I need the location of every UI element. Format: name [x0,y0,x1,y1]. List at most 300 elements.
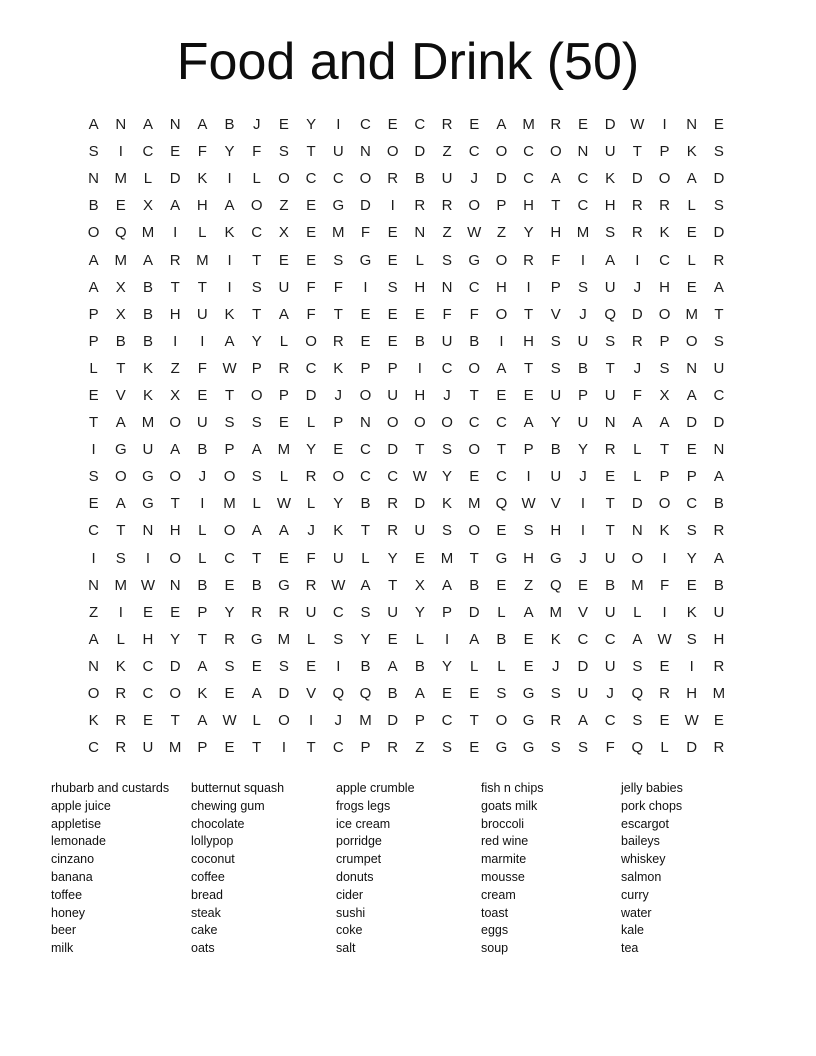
grid-cell[interactable]: S [496,685,507,703]
grid-cell[interactable]: N [88,576,100,594]
grid-cell[interactable]: D [387,441,399,459]
grid-cell[interactable]: A [686,386,697,404]
grid-cell[interactable]: E [659,657,670,675]
grid-cell[interactable]: O [332,468,345,486]
grid-cell[interactable]: B [605,576,616,594]
grid-cell[interactable]: N [631,522,643,540]
grid-cell[interactable]: S [632,712,643,730]
grid-cell[interactable]: G [468,251,481,269]
grid-cell[interactable]: B [414,657,425,675]
grid-cell[interactable]: B [142,305,153,323]
grid-cell[interactable]: D [577,657,589,675]
grid-cell[interactable]: Y [686,549,697,567]
grid-cell[interactable]: H [550,224,562,242]
grid-cell[interactable]: O [169,414,181,432]
grid-cell[interactable]: E [414,549,425,567]
grid-cell[interactable]: B [414,170,425,188]
grid-cell[interactable]: Y [577,441,588,459]
grid-cell[interactable]: R [332,332,344,350]
grid-cell[interactable]: I [336,657,341,675]
grid-cell[interactable]: I [580,251,586,269]
grid-cell[interactable]: S [550,739,561,757]
grid-cell[interactable]: H [414,278,426,296]
grid-cell[interactable]: I [91,549,96,567]
grid-cell[interactable]: G [142,495,154,513]
grid-cell[interactable]: S [550,332,561,350]
grid-cell[interactable]: N [169,116,181,134]
grid-cell[interactable]: U [196,414,208,432]
grid-cell[interactable]: Z [89,603,99,621]
grid-cell[interactable]: E [224,685,235,703]
grid-cell[interactable]: M [712,685,726,703]
grid-cell[interactable]: E [88,495,99,513]
grid-cell[interactable]: C [604,712,616,730]
grid-cell[interactable]: Q [631,739,644,757]
grid-cell[interactable]: T [524,305,534,323]
grid-cell[interactable]: J [633,278,642,296]
grid-cell[interactable]: L [198,549,207,567]
grid-cell[interactable]: L [306,630,316,648]
grid-cell[interactable]: R [550,712,562,730]
grid-cell[interactable]: O [169,685,181,703]
grid-cell[interactable]: Z [496,224,506,242]
grid-cell[interactable]: G [522,685,535,703]
grid-cell[interactable]: F [360,224,371,242]
grid-cell[interactable]: C [224,549,235,567]
grid-cell[interactable]: N [604,414,616,432]
grid-cell[interactable]: S [333,630,344,648]
grid-cell[interactable]: E [142,712,153,730]
grid-cell[interactable]: L [633,468,642,486]
grid-cell[interactable]: S [251,414,262,432]
grid-cell[interactable]: A [278,522,289,540]
grid-cell[interactable]: M [549,603,563,621]
grid-cell[interactable]: C [360,116,371,134]
grid-cell[interactable]: C [387,468,399,486]
grid-cell[interactable]: D [713,170,725,188]
grid-cell[interactable]: P [224,441,235,459]
grid-cell[interactable]: J [579,468,587,486]
grid-cell[interactable]: S [224,414,235,432]
grid-cell[interactable]: A [142,251,153,269]
grid-cell[interactable]: N [115,116,127,134]
grid-cell[interactable]: C [659,251,670,269]
grid-cell[interactable]: R [523,251,535,269]
grid-cell[interactable]: J [633,359,642,377]
grid-cell[interactable]: M [576,224,590,242]
grid-cell[interactable]: C [577,170,589,188]
grid-cell[interactable]: G [278,576,290,594]
grid-cell[interactable]: T [333,305,343,323]
grid-cell[interactable]: E [360,305,371,323]
grid-cell[interactable]: I [227,170,232,188]
grid-cell[interactable]: S [686,522,697,540]
grid-cell[interactable]: L [687,197,696,215]
grid-cell[interactable]: Z [524,576,534,594]
grid-cell[interactable]: I [417,359,422,377]
grid-cell[interactable]: H [142,630,154,648]
grid-cell[interactable]: S [115,549,126,567]
grid-cell[interactable]: Y [442,657,453,675]
grid-cell[interactable]: R [251,603,263,621]
grid-cell[interactable]: L [252,170,261,188]
grid-cell[interactable]: C [468,278,480,296]
grid-cell[interactable]: A [523,603,534,621]
grid-cell[interactable]: U [332,143,344,161]
grid-cell[interactable]: T [659,441,670,459]
grid-cell[interactable]: P [197,739,208,757]
grid-cell[interactable]: E [333,441,344,459]
grid-cell[interactable]: O [468,197,481,215]
grid-cell[interactable]: I [173,224,178,242]
grid-cell[interactable]: B [469,576,480,594]
grid-cell[interactable]: G [332,197,345,215]
grid-cell[interactable]: C [686,495,698,513]
grid-cell[interactable]: R [305,468,317,486]
grid-cell[interactable]: X [115,305,126,323]
grid-cell[interactable]: A [469,630,480,648]
grid-cell[interactable]: Y [251,332,262,350]
grid-cell[interactable]: U [577,685,589,703]
grid-cell[interactable]: S [251,278,262,296]
grid-cell[interactable]: A [197,116,208,134]
grid-cell[interactable]: M [114,251,128,269]
grid-cell[interactable]: O [278,170,290,188]
grid-cell[interactable]: L [497,657,506,675]
grid-cell[interactable]: B [88,197,99,215]
grid-cell[interactable]: A [496,116,507,134]
grid-cell[interactable]: P [251,359,262,377]
grid-cell[interactable]: L [89,359,98,377]
grid-cell[interactable]: Z [442,143,452,161]
grid-cell[interactable]: A [632,414,643,432]
grid-cell[interactable]: E [577,576,588,594]
grid-cell[interactable]: H [659,278,670,296]
grid-cell[interactable]: B [414,332,425,350]
grid-cell[interactable]: W [140,576,156,594]
grid-cell[interactable]: C [251,224,263,242]
grid-cell[interactable]: U [604,278,616,296]
grid-cell[interactable]: J [198,468,207,486]
grid-cell[interactable]: O [414,414,426,432]
grid-cell[interactable]: O [305,332,317,350]
grid-cell[interactable]: Y [306,441,317,459]
grid-cell[interactable]: J [552,657,560,675]
grid-cell[interactable]: I [662,116,667,134]
grid-cell[interactable]: H [495,278,507,296]
grid-cell[interactable]: T [197,278,207,296]
grid-cell[interactable]: C [142,143,154,161]
grid-cell[interactable]: T [551,197,561,215]
grid-cell[interactable]: L [279,468,289,486]
grid-cell[interactable]: N [577,143,589,161]
grid-cell[interactable]: E [523,630,534,648]
grid-cell[interactable]: R [414,197,426,215]
grid-cell[interactable]: I [118,603,123,621]
grid-cell[interactable]: F [306,549,316,567]
grid-cell[interactable]: R [631,332,643,350]
grid-cell[interactable]: P [88,305,99,323]
grid-cell[interactable]: L [687,251,696,269]
grid-cell[interactable]: M [141,224,155,242]
grid-cell[interactable]: O [441,414,453,432]
grid-cell[interactable]: B [360,495,371,513]
grid-cell[interactable]: F [632,386,642,404]
grid-cell[interactable]: E [115,197,126,215]
grid-cell[interactable]: B [577,359,588,377]
grid-cell[interactable]: D [387,712,399,730]
grid-cell[interactable]: E [496,576,507,594]
grid-cell[interactable]: C [577,630,589,648]
grid-cell[interactable]: R [387,170,399,188]
grid-cell[interactable]: L [279,332,289,350]
grid-cell[interactable]: M [467,495,481,513]
grid-cell[interactable]: O [495,712,508,730]
grid-cell[interactable]: U [441,170,453,188]
grid-cell[interactable]: U [332,549,344,567]
grid-cell[interactable]: Q [495,495,508,513]
grid-cell[interactable]: D [414,495,426,513]
grid-cell[interactable]: M [440,549,454,567]
grid-cell[interactable]: Z [442,224,452,242]
grid-cell[interactable]: G [495,739,508,757]
grid-cell[interactable]: H [523,332,535,350]
grid-cell[interactable]: I [444,630,450,648]
grid-cell[interactable]: X [278,224,289,242]
grid-cell[interactable]: J [252,116,261,134]
grid-cell[interactable]: E [686,278,697,296]
grid-cell[interactable]: E [469,685,480,703]
grid-cell[interactable]: K [224,305,235,323]
grid-cell[interactable]: S [605,332,616,350]
grid-cell[interactable]: R [550,116,562,134]
grid-cell[interactable]: R [115,685,127,703]
grid-cell[interactable]: G [142,468,154,486]
grid-cell[interactable]: D [713,224,725,242]
grid-cell[interactable]: T [496,441,506,459]
grid-cell[interactable]: S [713,197,724,215]
grid-cell[interactable]: F [197,143,207,161]
grid-cell[interactable]: C [468,414,480,432]
grid-cell[interactable]: F [605,739,615,757]
grid-cell[interactable]: D [631,305,643,323]
grid-cell[interactable]: P [197,603,208,621]
grid-cell[interactable]: K [333,359,344,377]
grid-cell[interactable]: O [386,414,399,432]
grid-cell[interactable]: S [278,143,289,161]
grid-cell[interactable]: K [88,712,99,730]
grid-cell[interactable]: J [334,712,343,730]
grid-cell[interactable]: Q [114,224,127,242]
grid-cell[interactable]: A [88,116,99,134]
grid-cell[interactable]: G [522,739,535,757]
grid-cell[interactable]: Y [360,630,371,648]
grid-cell[interactable]: K [659,522,670,540]
grid-cell[interactable]: L [252,712,261,730]
grid-cell[interactable]: T [524,359,534,377]
grid-cell[interactable]: P [278,386,289,404]
grid-cell[interactable]: F [551,251,561,269]
grid-cell[interactable]: A [278,305,289,323]
grid-cell[interactable]: L [116,630,125,648]
grid-cell[interactable]: I [200,332,205,350]
grid-cell[interactable]: R [305,576,317,594]
grid-cell[interactable]: E [197,386,208,404]
grid-cell[interactable]: T [360,522,371,540]
grid-cell[interactable]: R [659,197,670,215]
grid-cell[interactable]: P [88,332,99,350]
grid-cell[interactable]: X [115,278,126,296]
grid-cell[interactable]: E [387,305,398,323]
grid-cell[interactable]: U [604,549,616,567]
grid-cell[interactable]: O [468,522,481,540]
grid-cell[interactable]: E [224,576,235,594]
grid-cell[interactable]: A [197,657,208,675]
grid-cell[interactable]: D [631,495,643,513]
grid-cell[interactable]: C [305,170,317,188]
grid-cell[interactable]: T [252,549,262,567]
grid-cell[interactable]: T [605,359,615,377]
grid-cell[interactable]: D [414,143,426,161]
grid-cell[interactable]: D [631,170,643,188]
grid-cell[interactable]: B [713,576,724,594]
grid-cell[interactable]: A [251,685,262,703]
grid-cell[interactable]: L [143,170,153,188]
grid-cell[interactable]: O [495,143,508,161]
grid-cell[interactable]: I [91,441,96,459]
grid-cell[interactable]: A [360,576,371,594]
grid-cell[interactable]: S [333,251,344,269]
grid-cell[interactable]: K [197,170,208,188]
grid-cell[interactable]: O [631,549,644,567]
grid-cell[interactable]: O [250,386,263,404]
grid-cell[interactable]: B [360,657,371,675]
grid-cell[interactable]: C [495,468,507,486]
grid-cell[interactable]: E [686,576,697,594]
grid-cell[interactable]: M [114,170,128,188]
grid-cell[interactable]: S [550,685,561,703]
grid-cell[interactable]: D [686,414,698,432]
grid-cell[interactable]: B [387,685,398,703]
grid-cell[interactable]: R [604,441,616,459]
grid-cell[interactable]: W [412,468,427,486]
grid-cell[interactable]: N [713,441,725,459]
grid-cell[interactable]: A [550,170,561,188]
grid-cell[interactable]: D [305,386,317,404]
grid-cell[interactable]: A [496,359,507,377]
grid-cell[interactable]: T [415,441,425,459]
grid-cell[interactable]: E [170,603,181,621]
grid-cell[interactable]: W [276,495,291,513]
grid-cell[interactable]: D [360,197,371,215]
grid-cell[interactable]: A [170,441,181,459]
grid-cell[interactable]: S [550,359,561,377]
grid-cell[interactable]: O [685,332,698,350]
grid-cell[interactable]: Q [332,685,345,703]
grid-cell[interactable]: E [306,657,317,675]
grid-cell[interactable]: M [522,116,535,134]
grid-cell[interactable]: U [387,603,399,621]
grid-cell[interactable]: P [659,332,670,350]
grid-cell[interactable]: C [305,359,317,377]
grid-cell[interactable]: S [88,143,99,161]
grid-cell[interactable]: H [523,549,535,567]
grid-cell[interactable]: E [442,685,453,703]
grid-cell[interactable]: L [633,603,642,621]
grid-cell[interactable]: U [550,468,562,486]
grid-cell[interactable]: T [714,305,724,323]
grid-cell[interactable]: U [387,386,399,404]
grid-cell[interactable]: L [198,224,207,242]
grid-cell[interactable]: W [521,495,536,513]
grid-cell[interactable]: O [114,468,127,486]
grid-cell[interactable]: K [224,224,235,242]
grid-cell[interactable]: A [224,332,235,350]
grid-cell[interactable]: F [306,278,316,296]
grid-cell[interactable]: I [309,712,314,730]
grid-cell[interactable]: W [222,359,237,377]
grid-cell[interactable]: L [415,251,425,269]
grid-cell[interactable]: E [360,332,371,350]
grid-cell[interactable]: Y [442,468,453,486]
grid-cell[interactable]: O [658,495,671,513]
grid-cell[interactable]: Y [224,603,235,621]
grid-cell[interactable]: E [523,386,534,404]
grid-cell[interactable]: R [387,495,399,513]
grid-cell[interactable]: I [118,143,123,161]
grid-cell[interactable]: O [549,143,562,161]
grid-cell[interactable]: A [713,468,724,486]
grid-cell[interactable]: T [605,522,615,540]
grid-cell[interactable]: S [605,224,616,242]
grid-cell[interactable]: U [278,278,290,296]
grid-cell[interactable]: R [713,522,725,540]
grid-cell[interactable]: B [142,332,153,350]
grid-cell[interactable]: U [713,359,725,377]
grid-cell[interactable]: D [169,170,181,188]
grid-cell[interactable]: E [387,630,398,648]
grid-cell[interactable]: I [336,116,341,134]
grid-cell[interactable]: J [307,522,315,540]
grid-cell[interactable]: E [278,549,289,567]
grid-cell[interactable]: O [87,685,100,703]
grid-cell[interactable]: C [142,685,154,703]
grid-cell[interactable]: P [442,603,453,621]
grid-cell[interactable]: P [659,468,670,486]
grid-cell[interactable]: F [333,278,343,296]
grid-cell[interactable]: P [360,739,371,757]
grid-cell[interactable]: R [631,197,643,215]
grid-cell[interactable]: O [386,143,399,161]
grid-cell[interactable]: T [252,251,262,269]
grid-cell[interactable]: E [170,143,181,161]
grid-cell[interactable]: M [168,739,182,757]
grid-cell[interactable]: C [604,630,616,648]
grid-cell[interactable]: W [467,224,482,242]
grid-cell[interactable]: J [579,305,587,323]
grid-cell[interactable]: U [604,603,616,621]
grid-cell[interactable]: E [306,251,317,269]
grid-cell[interactable]: S [88,468,99,486]
grid-cell[interactable]: L [470,657,479,675]
grid-cell[interactable]: O [250,197,263,215]
grid-cell[interactable]: O [495,251,508,269]
grid-cell[interactable]: R [387,739,399,757]
grid-cell[interactable]: C [88,739,100,757]
grid-cell[interactable]: A [442,576,453,594]
grid-cell[interactable]: Z [415,739,425,757]
grid-cell[interactable]: T [170,712,180,730]
